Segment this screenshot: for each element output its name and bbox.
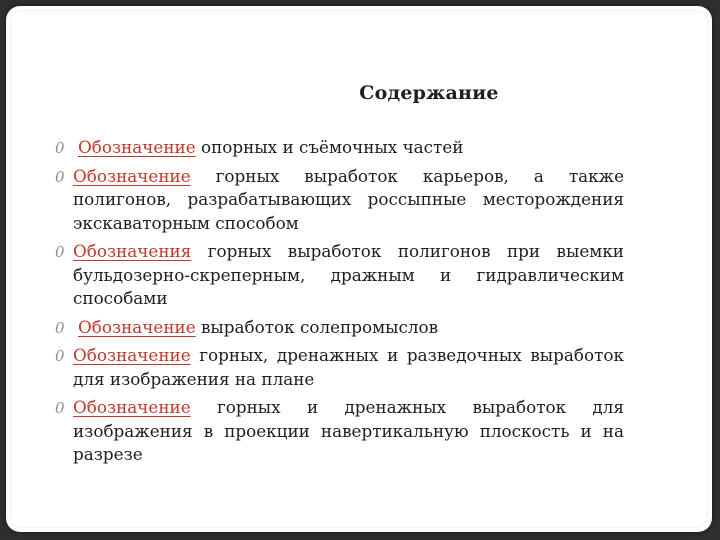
bullet-marker: 0 bbox=[55, 139, 65, 157]
list-item bbox=[52, 165, 624, 236]
bullet-marker: 0 bbox=[55, 167, 65, 186]
list-item bbox=[52, 136, 624, 160]
bullet-marker: 0 bbox=[55, 243, 65, 261]
item-link[interactable]: Обозначение bbox=[73, 345, 191, 365]
list-item bbox=[52, 344, 624, 391]
slide bbox=[6, 6, 712, 532]
item-link[interactable]: Обозначение bbox=[73, 165, 191, 186]
list-item bbox=[52, 396, 624, 467]
item-link[interactable]: Обозначение bbox=[73, 397, 191, 417]
item-text: выработок солепромыслов bbox=[195, 316, 439, 337]
item-text: горных, дренажных и разведочных выработок для изображения на плане bbox=[73, 345, 624, 389]
item-text: опорных и съёмочных частей bbox=[195, 137, 464, 157]
bullet-marker: 0 bbox=[55, 318, 65, 337]
item-link[interactable]: Обозначение bbox=[78, 316, 196, 337]
bullet-marker: 0 bbox=[55, 347, 65, 365]
item-link[interactable]: Обозначение bbox=[78, 137, 196, 157]
list-item bbox=[52, 316, 624, 340]
item-text: горных выработок карьеров, а также полигонов, разрабатывающих россыпные месторождения экскаваторным способом bbox=[73, 165, 624, 233]
contents-list bbox=[52, 136, 624, 472]
item-text: горных выработок полигонов при выемки бульдозерно-скреперным, дражным и гидравлическим способами bbox=[73, 241, 624, 308]
bullet-marker: 0 bbox=[55, 399, 65, 417]
list-item bbox=[52, 240, 624, 311]
slide-title: Содержание bbox=[359, 82, 499, 104]
item-text: горных и дренажных выработок для изображения в проекции навертикальную плоскость и на разрезе bbox=[73, 397, 624, 464]
item-link[interactable]: Обозначения bbox=[73, 241, 192, 261]
